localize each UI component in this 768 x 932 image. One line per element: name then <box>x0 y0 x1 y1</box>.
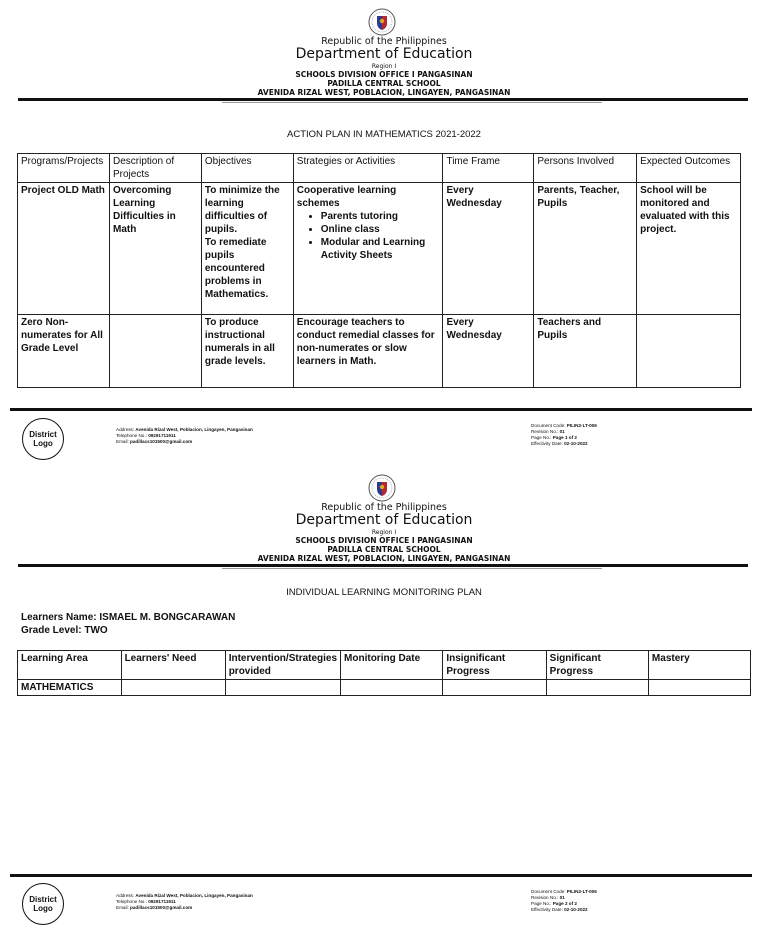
table-cell: MATHEMATICS <box>18 680 122 696</box>
strategies-intro: Cooperative learning schemes <box>296 185 397 209</box>
revision-label: Revision No.: <box>531 429 560 434</box>
page-value: Page 1 of 2 <box>552 435 577 440</box>
action-plan-table <box>17 153 741 388</box>
table-cell <box>443 680 546 696</box>
doc-code-value: PILIN2-LT-006 <box>566 423 597 428</box>
doc-code-label: Document Code: <box>531 423 567 428</box>
district-logo-icon <box>22 883 64 925</box>
district-logo-text: District <box>29 430 57 439</box>
column-header: Programs/Projects <box>18 154 110 183</box>
table-cell <box>121 680 225 696</box>
telephone-label: Telephone No.: <box>116 433 149 438</box>
monitoring-plan-title: INDIVIDUAL LEARNING MONITORING PLAN <box>286 587 482 598</box>
telephone-value: 09291711911 <box>148 899 176 904</box>
email-label: Email: <box>116 905 131 910</box>
objective-text: To remediate pupils encountered problems in Mathematics. <box>204 237 269 300</box>
header-division: SCHOOLS DIVISION OFFICE I PANGASINAN <box>295 70 473 79</box>
column-header: Strategies or Activities <box>293 154 443 183</box>
header-region: Region I <box>371 529 397 536</box>
action-plan-title: ACTION PLAN IN MATHEMATICS 2021-2022 <box>287 129 481 140</box>
header-divider <box>18 98 748 101</box>
district-logo-text: Logo <box>33 439 53 448</box>
email-value: padillacs101500@gmail.com <box>130 439 193 444</box>
objective-text: To minimize the learning difficulties of pupils. <box>204 185 280 235</box>
table-cell <box>341 680 443 696</box>
list-item: • Parents tutoring <box>321 210 440 223</box>
time-frame-cell: Every Wednesday <box>443 315 534 388</box>
objectives-cell <box>201 183 293 315</box>
table-header-row <box>18 651 751 680</box>
list-item: • Online class <box>321 223 440 236</box>
district-logo-text: Logo <box>33 904 53 913</box>
table-cell <box>648 680 750 696</box>
telephone-label: Telephone No.: <box>116 899 149 904</box>
page-value: Page 2 of 2 <box>552 901 577 906</box>
list-item: • Modular and Learning Activity Sheets <box>321 236 440 262</box>
district-logo-text: District <box>29 895 57 904</box>
page-2 <box>0 466 768 932</box>
header-republic: Republic of the Philippines <box>321 502 447 513</box>
telephone-value: 09291711911 <box>148 433 176 438</box>
header-division: SCHOOLS DIVISION OFFICE I PANGASINAN <box>295 536 473 545</box>
email-label: Email: <box>116 439 131 444</box>
header-school: PADILLA CENTRAL SCHOOL <box>327 79 441 88</box>
header-department: Department of Education <box>295 46 473 62</box>
column-header: Expected Outcomes <box>637 154 741 183</box>
column-header: Time Frame <box>443 154 534 183</box>
district-logo-icon <box>22 418 64 460</box>
address-value: Avenida Rizal West, Poblacion, Lingayen, Pangasinan <box>135 427 253 432</box>
deped-seal-icon <box>368 474 396 502</box>
footer-contact <box>116 427 253 445</box>
column-header: Intervention/Strategies provided <box>225 651 340 680</box>
header-divider-thin <box>222 102 602 103</box>
effectivity-label: Effectivity Date: <box>531 907 565 912</box>
header-divider <box>18 564 748 567</box>
table-row <box>18 315 741 388</box>
page-label: Page No.: <box>531 435 553 440</box>
column-header: Learners' Need <box>121 651 225 680</box>
header-address: AVENIDA RIZAL WEST, POBLACION, LINGAYEN, PANGASINAN <box>257 88 511 97</box>
column-header: Description of Projects <box>109 154 201 183</box>
revision-label: Revision No.: <box>531 895 560 900</box>
header-republic: Republic of the Philippines <box>321 36 447 47</box>
header-divider-thin <box>222 568 602 569</box>
outcomes-cell <box>637 315 741 388</box>
header-department: Department of Education <box>295 512 473 528</box>
effectivity-label: Effectivity Date: <box>531 441 565 446</box>
header-address: AVENIDA RIZAL WEST, POBLACION, LINGAYEN, PANGASINAN <box>257 554 511 563</box>
strategies-cell: Encourage teachers to conduct remedial classes for non-numerates or slow learners in Math. <box>293 315 443 388</box>
effectivity-value: 02-10-2022 <box>564 907 588 912</box>
time-frame-cell: Every Wednesday <box>443 183 534 315</box>
grade-level: Grade Level: TWO <box>21 625 108 636</box>
table-cell <box>225 680 340 696</box>
column-header: Mastery <box>648 651 750 680</box>
column-header: Learning Area <box>18 651 122 680</box>
table-cell <box>546 680 648 696</box>
page-label: Page No.: <box>531 901 553 906</box>
table-row <box>18 680 751 696</box>
column-header: Objectives <box>201 154 293 183</box>
address-label: Address: <box>116 893 136 898</box>
table-row <box>18 183 741 315</box>
revision-value: 01 <box>559 895 565 900</box>
footer-divider <box>10 408 752 411</box>
doc-code-value: PILIN2-LT-006 <box>566 889 597 894</box>
objectives-cell: To produce instructional numerals in all grade levels. <box>201 315 293 388</box>
footer-divider <box>10 874 752 877</box>
footer-document-info <box>531 423 597 447</box>
program-cell: Zero Non-numerates for All Grade Level <box>18 315 110 388</box>
column-header: Persons Involved <box>534 154 637 183</box>
description-cell: Overcoming Learning Difficulties in Math <box>109 183 201 315</box>
strategies-list <box>297 210 440 262</box>
table-header-row <box>18 154 741 183</box>
header-school: PADILLA CENTRAL SCHOOL <box>327 545 441 554</box>
doc-code-label: Document Code: <box>531 889 567 894</box>
revision-value: 01 <box>559 429 565 434</box>
header-region: Region I <box>371 63 397 70</box>
monitoring-table <box>17 650 751 696</box>
deped-seal-icon <box>368 8 396 36</box>
program-cell: Project OLD Math <box>18 183 110 315</box>
column-header: Insignificant Progress <box>443 651 546 680</box>
address-value: Avenida Rizal West, Poblacion, Lingayen, Pangasinan <box>135 893 253 898</box>
description-cell <box>109 315 201 388</box>
persons-cell: Parents, Teacher, Pupils <box>534 183 637 315</box>
address-label: Address: <box>116 427 136 432</box>
column-header: Monitoring Date <box>341 651 443 680</box>
strategies-cell <box>293 183 443 315</box>
outcomes-cell: School will be monitored and evaluated with this project. <box>637 183 741 315</box>
email-value: padillacs101500@gmail.com <box>130 905 193 910</box>
learner-name: Learners Name: ISMAEL M. BONGCARAWAN <box>21 612 236 623</box>
footer-document-info <box>531 889 597 913</box>
effectivity-value: 02-10-2022 <box>564 441 588 446</box>
column-header: Significant Progress <box>546 651 648 680</box>
footer-contact <box>116 893 253 911</box>
persons-cell: Teachers and Pupils <box>534 315 637 388</box>
